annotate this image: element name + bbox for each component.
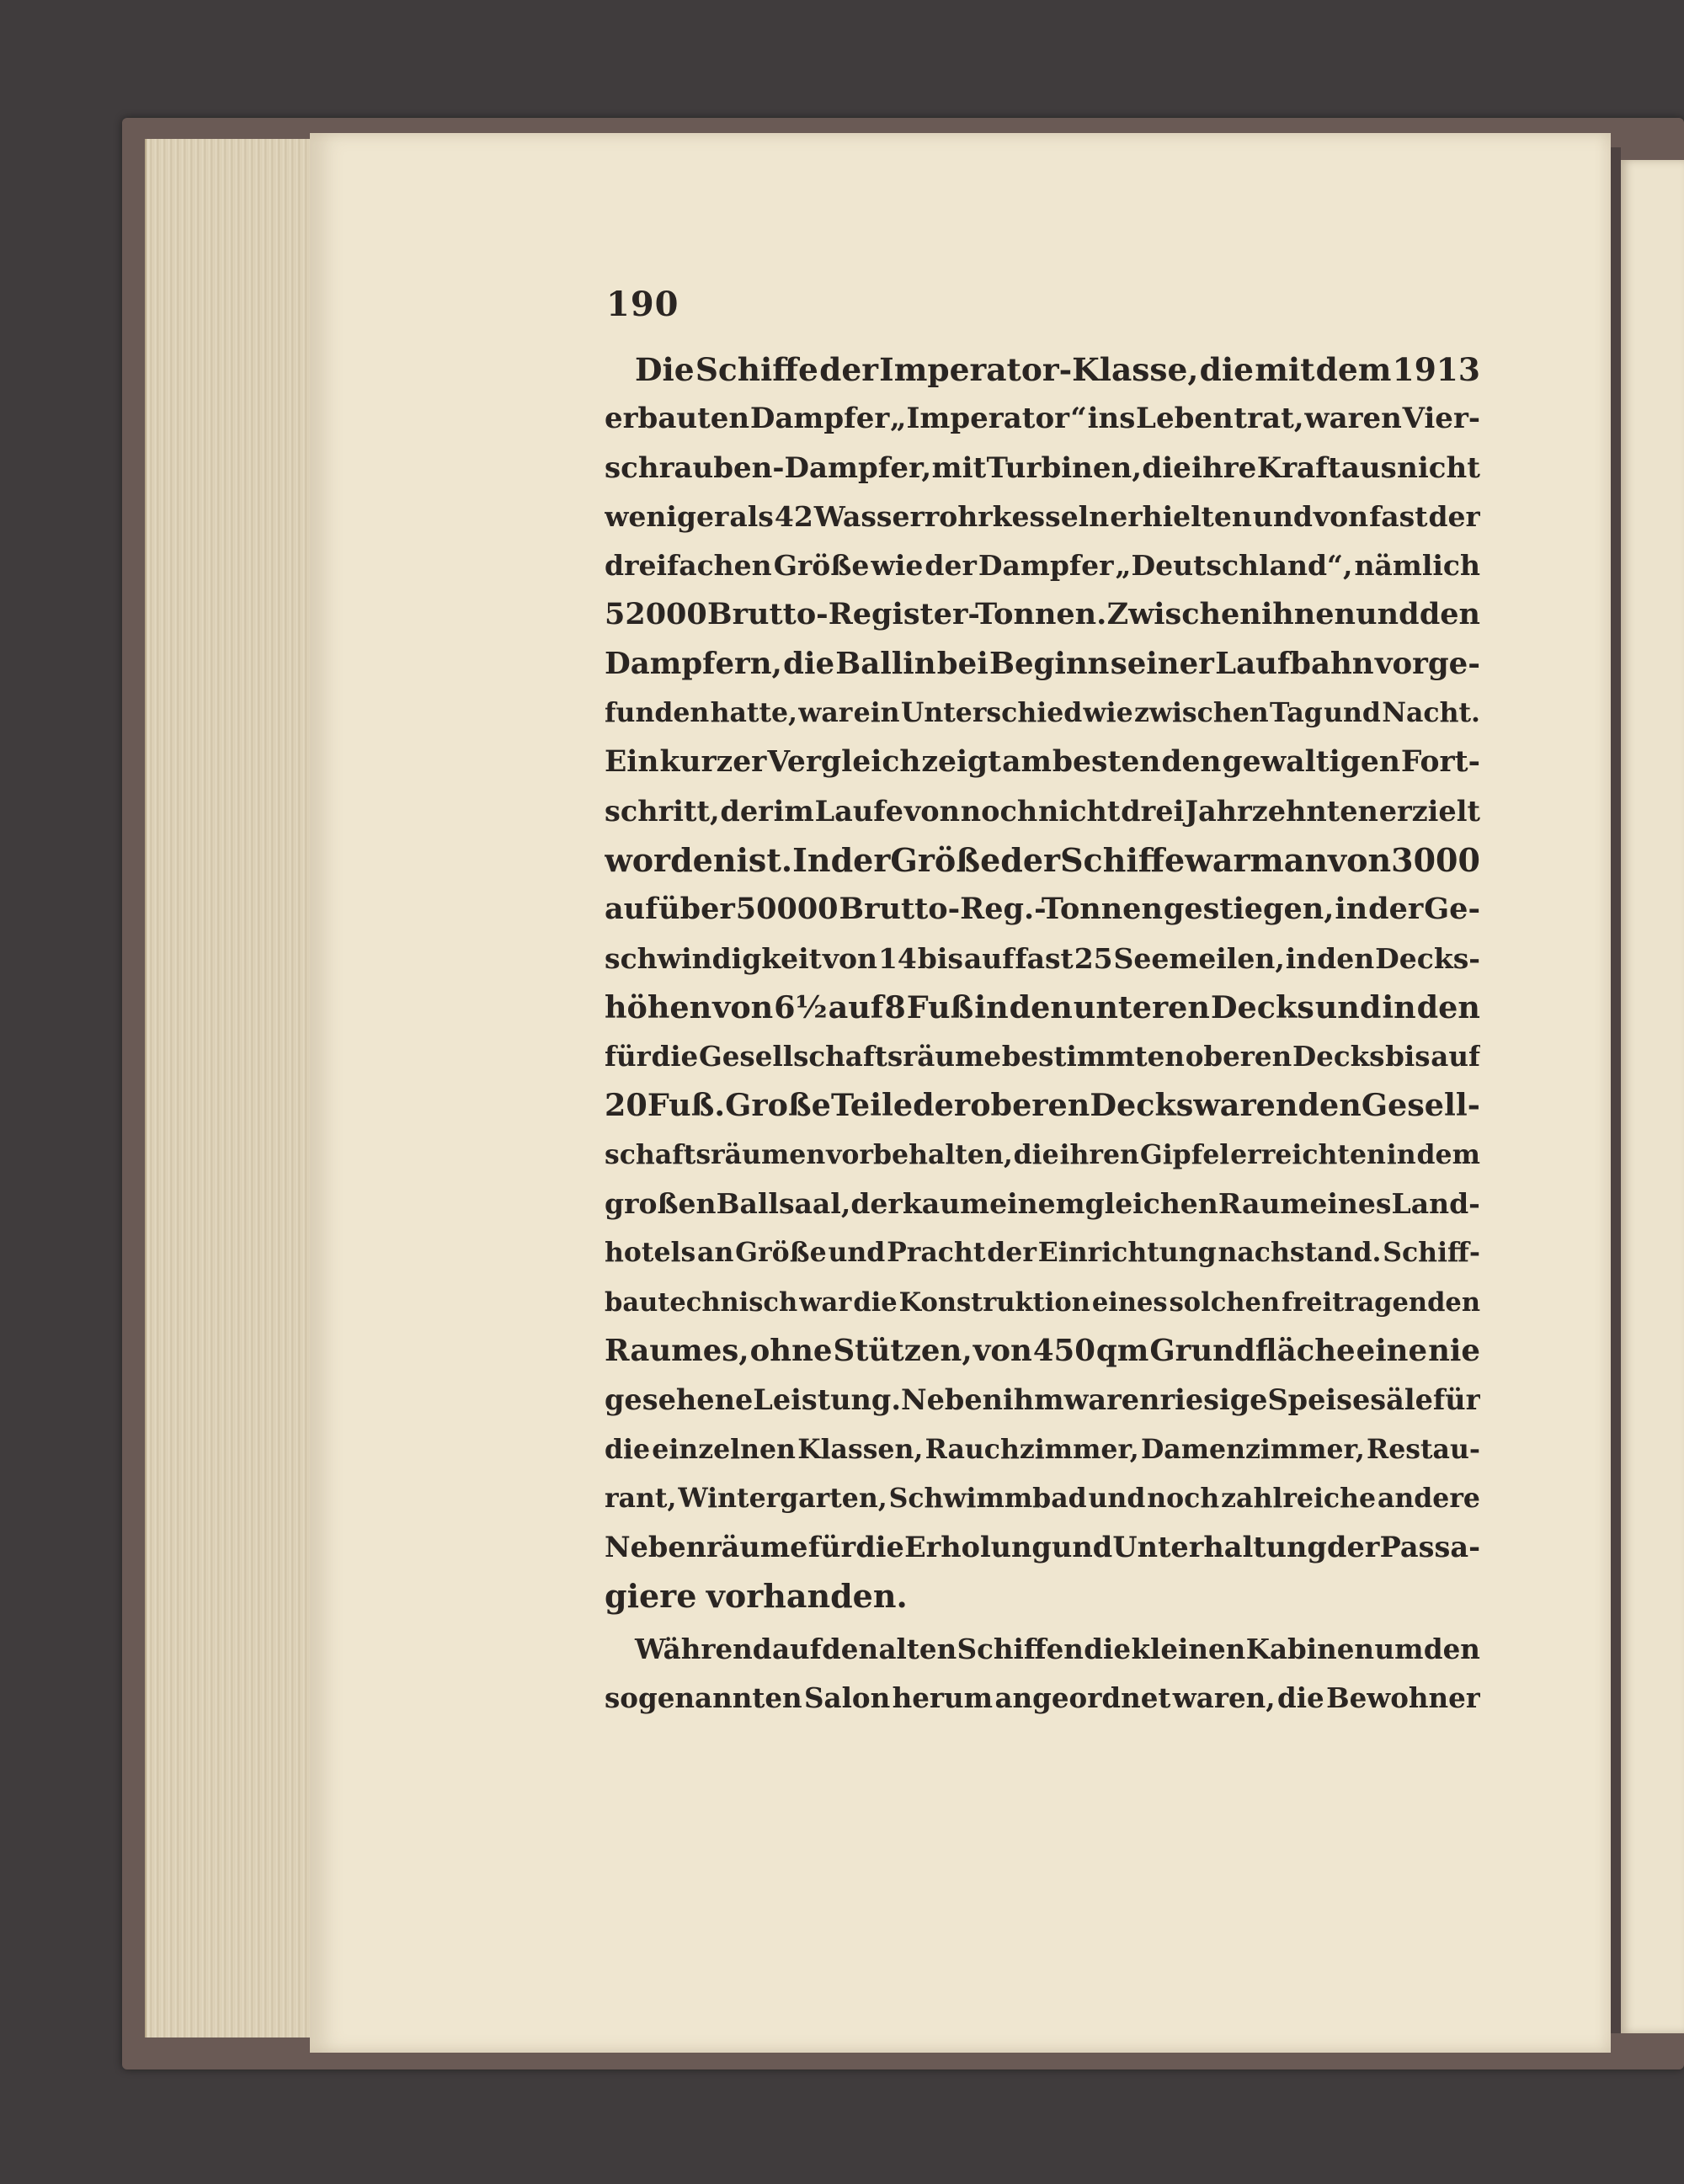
word: von (1328, 840, 1392, 879)
word: 50000 (735, 892, 839, 927)
word: drei (1121, 794, 1185, 828)
word: Größe (735, 1237, 827, 1269)
word: rant, (605, 1482, 677, 1514)
word: Schwimmbad (888, 1482, 1087, 1514)
word: von (903, 794, 960, 828)
word: Decks (1292, 1040, 1385, 1073)
text-line (605, 444, 1480, 493)
text-line (605, 590, 1480, 639)
word: Schiffen (957, 1632, 1084, 1665)
word: weniger (605, 499, 729, 533)
word: den (1009, 988, 1073, 1025)
word: erzielt (1378, 794, 1480, 828)
word: den (1423, 1632, 1480, 1665)
word: der (1000, 840, 1061, 879)
text-line (605, 1523, 1480, 1572)
text-line (605, 1376, 1480, 1425)
word: Ballin (835, 646, 936, 681)
word: 6½ (774, 988, 828, 1025)
word: Laufbahn (1215, 646, 1374, 681)
word: Einrichtung (1037, 1237, 1217, 1269)
word: fast (1015, 941, 1074, 975)
word: Ge- (1424, 892, 1480, 927)
paragraph-1 (605, 345, 1480, 1622)
word: vorge- (1374, 646, 1480, 681)
word: Wasserrohrkesseln (813, 499, 1110, 533)
word: die (651, 1040, 699, 1073)
word: am (1002, 745, 1052, 780)
word: Nacht. (1382, 697, 1480, 729)
word: auf (828, 988, 884, 1025)
word: Dampfer (749, 402, 890, 436)
word: schwindigkeit (605, 941, 822, 975)
word: unteren (1073, 988, 1210, 1025)
text-line (605, 1278, 1480, 1327)
word: Dampfern, (605, 646, 782, 681)
word: schritt, (605, 794, 720, 828)
word: auf (771, 1632, 822, 1665)
word: den (1317, 941, 1375, 975)
word: angeordnet (994, 1681, 1171, 1715)
word: über (658, 892, 735, 927)
word: Fuß. (647, 1087, 726, 1124)
word: Laufe (814, 794, 903, 828)
word: einem (989, 1187, 1085, 1221)
text-line (605, 738, 1480, 786)
paragraph-2 (605, 1625, 1480, 1723)
word: war (798, 697, 853, 729)
word: vorhanden. (706, 1577, 908, 1616)
word: den (1161, 745, 1222, 780)
word: Große (725, 1087, 831, 1124)
word: und (1052, 1531, 1113, 1564)
page-edges (145, 139, 319, 2038)
word: waren (1193, 1087, 1298, 1124)
word: Fuß (906, 988, 974, 1025)
word: vorbehalten, (826, 1138, 1013, 1170)
word: bautechnisch (605, 1286, 798, 1318)
word: für (605, 1040, 651, 1073)
word: die (1276, 1681, 1324, 1715)
word: erbauten (605, 402, 750, 436)
text-line (605, 1327, 1480, 1376)
word: auf (1431, 1040, 1480, 1073)
word: Dampfer (978, 549, 1114, 583)
word: zeigt (921, 745, 1002, 780)
word: und (1356, 597, 1420, 632)
word: Ein (605, 745, 659, 780)
word: giere (605, 1577, 697, 1616)
word: Seemeilen, (1113, 941, 1285, 975)
word: Speisesäle (1267, 1383, 1433, 1417)
text-line (605, 640, 1480, 689)
text-line (605, 1674, 1480, 1723)
word: in (1382, 988, 1416, 1025)
word: 450 (1032, 1333, 1095, 1368)
word: die (855, 1531, 904, 1564)
word: nie (1428, 1333, 1480, 1368)
word: schaftsräumen (605, 1138, 826, 1170)
word: Rauchzimmer, (925, 1433, 1139, 1465)
word: seiner (1110, 646, 1214, 681)
word: man (1250, 840, 1329, 879)
word: in (1335, 892, 1368, 927)
book-gutter (1611, 147, 1621, 2033)
word: herum (892, 1681, 994, 1715)
word: Vergleich (767, 745, 921, 780)
word: der (830, 840, 891, 879)
text-line (605, 394, 1480, 443)
word: dreifachen (605, 549, 772, 583)
word: bestimmten (1001, 1040, 1185, 1073)
word: trat, (1234, 402, 1304, 436)
word: kaum (902, 1187, 990, 1221)
text-line (605, 1228, 1480, 1277)
word: Brutto-Register-Tonnen. (707, 597, 1107, 632)
word: Ballsaal, (716, 1187, 851, 1221)
word: auf (605, 892, 658, 927)
word: auf (963, 941, 1015, 975)
word: in (1285, 941, 1317, 975)
word: der (913, 1087, 971, 1124)
word: nachstand. (1218, 1237, 1382, 1269)
word: ohne (749, 1333, 833, 1368)
word: den (822, 1632, 879, 1665)
word: war (1185, 840, 1250, 879)
word: „Imperator“ (889, 402, 1087, 436)
word: Zwischen (1106, 597, 1261, 632)
word: großen (605, 1187, 717, 1221)
word: die (1013, 1138, 1059, 1170)
word: 1913 (1392, 351, 1480, 388)
word: einzelnen (652, 1433, 796, 1465)
word: Passa- (1379, 1531, 1480, 1564)
word: Raumes, (605, 1333, 749, 1368)
word: den (1419, 597, 1480, 632)
word: ins (1087, 402, 1136, 436)
word: die (853, 1286, 898, 1318)
word: die (1199, 351, 1254, 388)
word: als (729, 499, 774, 533)
word: nicht (1397, 450, 1480, 485)
word: Konstruktion (898, 1286, 1090, 1318)
word: Erholung (904, 1531, 1052, 1564)
word: in (974, 988, 1009, 1025)
word: der (1368, 892, 1424, 927)
text-line (605, 787, 1480, 836)
text-line (605, 1131, 1480, 1180)
word: worden (605, 840, 737, 879)
word: Vier- (1402, 402, 1480, 436)
word: ist. (736, 840, 793, 879)
word: aus (1340, 450, 1397, 485)
word: qm (1095, 1333, 1149, 1368)
facing-page-edge (1621, 160, 1684, 2033)
text-line (605, 836, 1480, 885)
word: Restau- (1367, 1433, 1480, 1465)
word: von (712, 988, 774, 1025)
word: Grundfläche (1149, 1333, 1356, 1368)
word: schrauben-Dampfer, (605, 450, 932, 485)
word: hotels (605, 1237, 696, 1269)
word: den (1298, 1087, 1362, 1124)
text-line (605, 1625, 1480, 1674)
word: „Deutschland“, (1115, 549, 1353, 583)
word: im (773, 794, 814, 828)
word: war (799, 1286, 852, 1318)
word: Decks (1210, 988, 1314, 1025)
word: 52000 (605, 597, 707, 632)
word: solchen (1169, 1286, 1281, 1318)
word: ihre (1191, 450, 1257, 485)
word: Gipfel (1139, 1138, 1230, 1170)
word: riesige (1159, 1383, 1268, 1417)
word: den (1416, 988, 1480, 1025)
word: funden (605, 697, 710, 729)
word: Schiffe (1060, 840, 1186, 879)
word: Salon (804, 1681, 891, 1715)
word: zwischen (1133, 697, 1269, 729)
word: Raum (1218, 1187, 1310, 1221)
page-number: 190 (606, 285, 679, 324)
text-line (605, 541, 1480, 590)
word: nämlich (1354, 549, 1480, 583)
word: Leistung. (753, 1383, 901, 1417)
word: sogenannten (605, 1681, 802, 1715)
word: 25 (1074, 941, 1113, 975)
word: gestiegen, (1163, 892, 1335, 927)
text-line (605, 493, 1480, 541)
word: waren (1304, 402, 1402, 436)
word: die (1084, 1632, 1132, 1665)
word: Leben (1136, 402, 1234, 436)
word: kurzer (659, 745, 767, 780)
word: Die (635, 351, 695, 388)
word: ein (853, 697, 900, 729)
word: gleichen (1084, 1187, 1218, 1221)
word: und (1324, 697, 1381, 729)
word: 3000 (1391, 840, 1480, 879)
word: für (1432, 1383, 1480, 1417)
word: Decks (1090, 1087, 1194, 1124)
word: Turbinen, (986, 450, 1143, 485)
word: und (1088, 1482, 1146, 1514)
word: 8 (884, 988, 906, 1025)
word: 14 (877, 941, 917, 975)
word: alten (878, 1632, 957, 1665)
text-line (605, 935, 1480, 983)
word: erhielten (1110, 499, 1252, 533)
word: mit (931, 450, 987, 485)
word: die (783, 646, 835, 681)
word: noch (1147, 1482, 1220, 1514)
word: Neben (901, 1383, 1004, 1417)
word: der (925, 549, 977, 583)
word: mit (1255, 351, 1315, 388)
word: Stützen, (833, 1333, 973, 1368)
word: dem (1416, 1138, 1480, 1170)
word: die (1142, 450, 1191, 485)
word: Schiff- (1383, 1237, 1480, 1269)
text-line (605, 345, 1480, 394)
word: 42 (774, 499, 813, 533)
word: höhen (605, 988, 712, 1025)
word: ihm (1003, 1383, 1064, 1417)
word: Damenzimmer, (1140, 1433, 1365, 1465)
word: von (973, 1333, 1032, 1368)
word: in (1386, 1138, 1416, 1170)
text-line (605, 1180, 1480, 1228)
word: oberen (970, 1087, 1090, 1124)
word: die (605, 1433, 651, 1465)
word: Gesell- (1361, 1087, 1480, 1124)
word: fast (1369, 499, 1428, 533)
word: und (1252, 499, 1313, 533)
word: waren (1063, 1383, 1160, 1417)
word: kleinen (1131, 1632, 1246, 1665)
word: Während (635, 1632, 772, 1665)
word: ihren (1059, 1138, 1139, 1170)
word: freitragenden (1282, 1286, 1480, 1318)
word: Unterhaltung (1112, 1531, 1327, 1564)
word: eine (1356, 1333, 1428, 1368)
word: Unterschied (900, 697, 1083, 729)
word: Decks- (1375, 941, 1480, 975)
word: von (1313, 499, 1369, 533)
word: Klassen, (797, 1433, 924, 1465)
word: Wintergarten, (678, 1482, 887, 1514)
word: nicht (1038, 794, 1121, 828)
word: eines (1309, 1187, 1392, 1221)
word: Jahrzehnten (1185, 794, 1378, 828)
word: Schiffe (695, 351, 818, 388)
word: bei (936, 646, 989, 681)
text-line (605, 1474, 1480, 1523)
word: Land- (1391, 1187, 1480, 1221)
text-line (605, 983, 1480, 1032)
word: eines (1091, 1286, 1168, 1318)
word: 20 (605, 1087, 647, 1124)
word: an (697, 1237, 734, 1269)
word: der (850, 1187, 903, 1221)
word: für (807, 1531, 856, 1564)
word: dem (1315, 351, 1392, 388)
word: Bewohner (1326, 1681, 1480, 1715)
word: der (987, 1237, 1037, 1269)
body-text (605, 345, 1480, 1723)
word: noch (960, 794, 1038, 828)
word: der (1327, 1531, 1380, 1564)
word: Nebenräume (605, 1531, 808, 1564)
word: Imperator-Klasse, (879, 351, 1199, 388)
word: der (1428, 499, 1480, 533)
word: andere (1377, 1482, 1480, 1514)
text-line (605, 689, 1480, 738)
word: besten (1052, 745, 1161, 780)
word: und (828, 1237, 886, 1269)
word: und (1314, 988, 1382, 1025)
word: Beginn (989, 646, 1110, 681)
text-line (605, 1081, 1480, 1130)
word: In (792, 840, 831, 879)
word: von (822, 941, 878, 975)
word: der (819, 351, 878, 388)
word: Pracht (887, 1237, 986, 1269)
word: Kabinen (1245, 1632, 1375, 1665)
word: Kraft (1256, 450, 1341, 485)
word: bis (1385, 1040, 1431, 1073)
word: Brutto-Reg.-Tonnen (839, 892, 1163, 927)
word: Teile (830, 1087, 914, 1124)
word: erreichten (1230, 1138, 1386, 1170)
word: um (1374, 1632, 1424, 1665)
word: gewaltigen (1222, 745, 1400, 780)
word: Fort- (1400, 745, 1480, 780)
word: zahlreiche (1221, 1482, 1377, 1514)
text-line (605, 885, 1480, 934)
word: bis (917, 941, 963, 975)
word: wie (1083, 697, 1133, 729)
text-line (605, 1572, 1480, 1621)
word: wie (871, 549, 924, 583)
word: waren, (1172, 1681, 1276, 1715)
word: Gesellschaftsräume (698, 1040, 1002, 1073)
word: ihnen (1261, 597, 1356, 632)
text-line (605, 1425, 1480, 1474)
text-line (605, 1032, 1480, 1081)
word: Größe (890, 840, 1001, 879)
word: Tag (1269, 697, 1323, 729)
word: hatte, (710, 697, 798, 729)
word: oberen (1185, 1040, 1292, 1073)
word: der (720, 794, 773, 828)
word: gesehene (605, 1383, 754, 1417)
word: Größe (773, 549, 870, 583)
